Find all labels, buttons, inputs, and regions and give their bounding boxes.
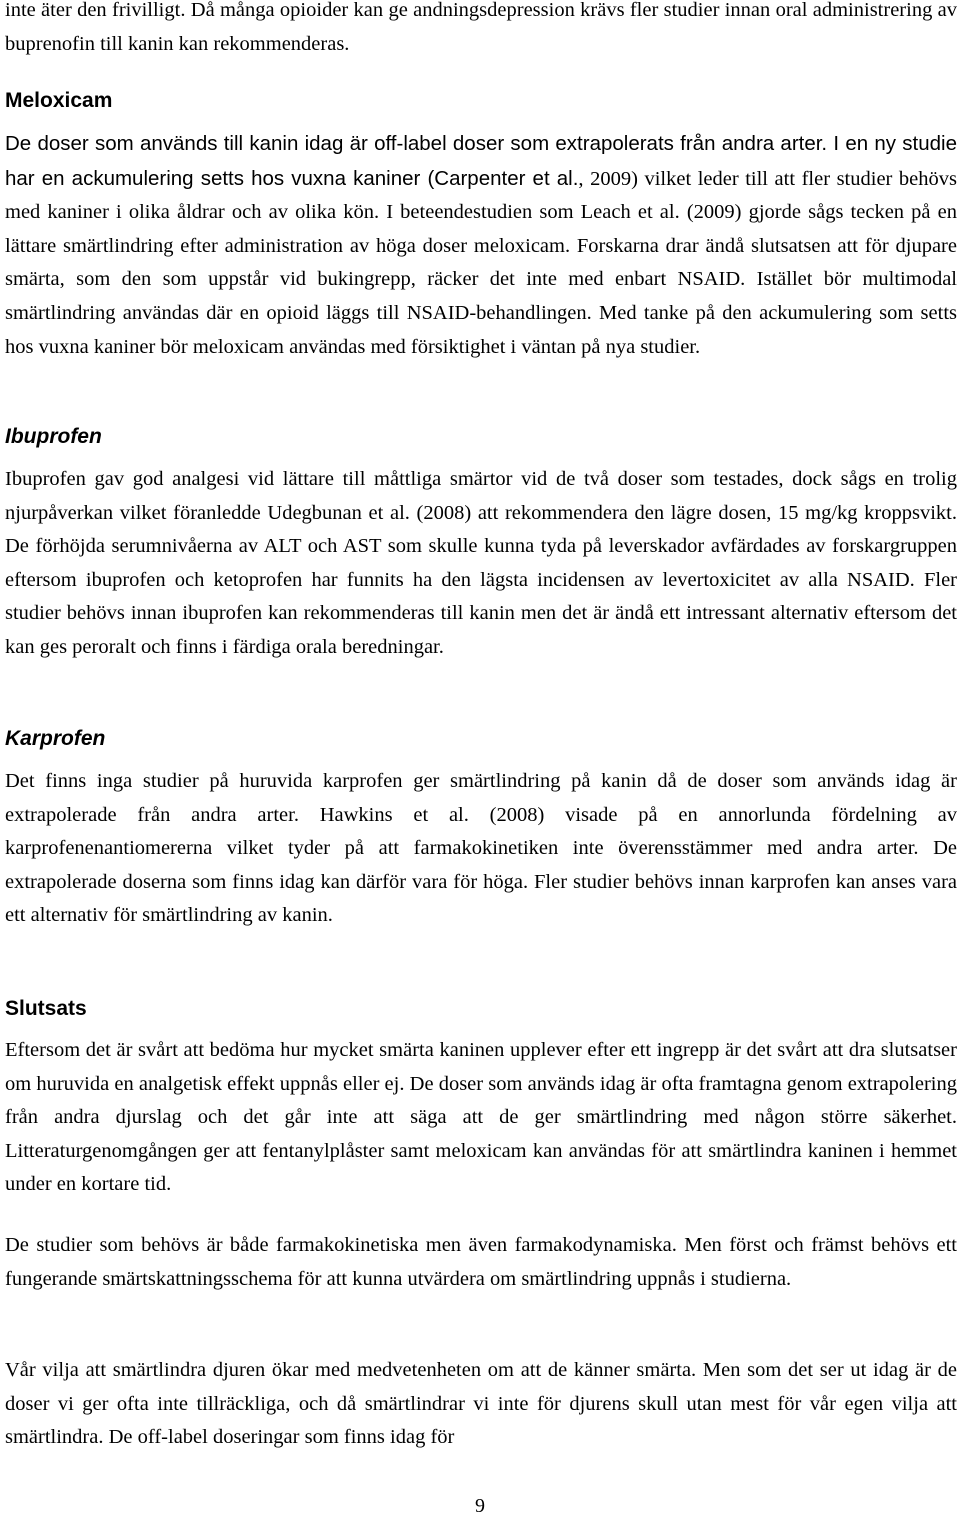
ibuprofen-paragraph: Ibuprofen gav god analgesi vid lättare till måttliga smärtor vid de två doser som testades, dock sågs en trolig njurpåverkan vilket föranledde Udegbunan et al. (2008) att rekommendera den lägre dosen, 15 mg/kg kroppsvikt. De förhöjda serumnivåerna av ALT och AST som skulle kunna tyda på leverskador avfärdades av forskargruppen eftersom ibuprofen och ketoprofen har funnits ha den lägsta incidensen av levertoxicitet av alla NSAID. Fler studier behövs innan ibuprofen kan rekommenderas till kanin men det är ändå ett intressant alternativ eftersom det kan ges peroralt och finns i färdiga orala beredningar.: [5, 468, 957, 658]
slutsats-paragraph-1: Eftersom det är svårt att bedöma hur mycket smärta kaninen upplever efter ett ingrepp är det svårt att dra slutsatser om huruvida en analgetisk effekt uppnås eller ej. De doser som används idag är ofta framtagna genom extrapolering från andra djurslag och det går inte att säga att de ger smärtlindring med någon större säkerhet. Litteraturgenomgången ger att fentanylplåster samt meloxicam kan användas för att smärtlindra kaninen i hemmet under en kortare tid.: [5, 1039, 957, 1196]
slutsats-paragraph-2: De studier som behövs är både farmakokinetiska men även farmakodynamiska. Men först och främst behövs ett fungerande smärtskattningsschema för att kunna utvärdera om smärtlindring uppnås i studierna.: [5, 1234, 957, 1290]
page-number: 9: [475, 1495, 485, 1517]
meloxicam-text-part1: De doser som används till kanin idag är off-label doser som extrapolerats från andra arter. I en ny studie har en ackumulering setts hos vuxna kaniner (Carpenter et al.: [5, 132, 957, 190]
heading-ibuprofen: Ibuprofen: [5, 425, 102, 448]
meloxicam-paragraph: [5, 127, 957, 364]
heading-slutsats: Slutsats: [5, 997, 87, 1020]
slutsats-paragraph-3: Vår vilja att smärtlindra djuren ökar med medvetenheten om att de känner smärta. Men som det ser ut idag är de doser vi ger ofta inte tillräckliga, och då smärtlindrar vi inte för djurens skull utan mest för vår egen vilja att smärtlindra. De off-label doseringar som finns idag för: [5, 1359, 957, 1449]
meloxicam-text-part2: , 2009) vilket leder till att fler studier behövs med kaniner i olika åldrar och av olika kön. I beteendestudien som Leach et al. (2009) gjorde sågs tecken på en lättare smärtlindring efter administration av höga doser meloxicam. Forskarna drar ändå slutsatsen att för djupare smärta, som den som uppstår vid bukingrepp, räcker det inte med enbart NSAID. Istället bör multimodal smärtlindring användas där en opioid läggs till NSAID-behandlingen. Med tanke på den ackumulering som setts hos vuxna kaniner bör meloxicam användas med försiktighet i väntan på nya studier.: [5, 167, 957, 358]
heading-meloxicam: Meloxicam: [5, 89, 113, 112]
heading-karprofen: Karprofen: [5, 727, 106, 750]
intro-paragraph: inte äter den frivilligt. Då många opioider kan ge andningsdepression krävs fler studier innan oral administrering av buprenofin till kanin kan rekommenderas.: [5, 0, 957, 55]
karprofen-paragraph: Det finns inga studier på huruvida karprofen ger smärtlindring på kanin då de doser som används idag är extrapolerade från andra arter. Hawkins et al. (2008) visade på en annorlunda fördelning av karprofenenantiomererna vilket tyder på att farmakokinetiken inte överensstämmer med andra arter. De extrapolerade doserna som finns idag kan därför vara för höga. Fler studier behövs innan karprofen kan anses vara ett alternativ för smärtlindring av kanin.: [5, 770, 957, 927]
